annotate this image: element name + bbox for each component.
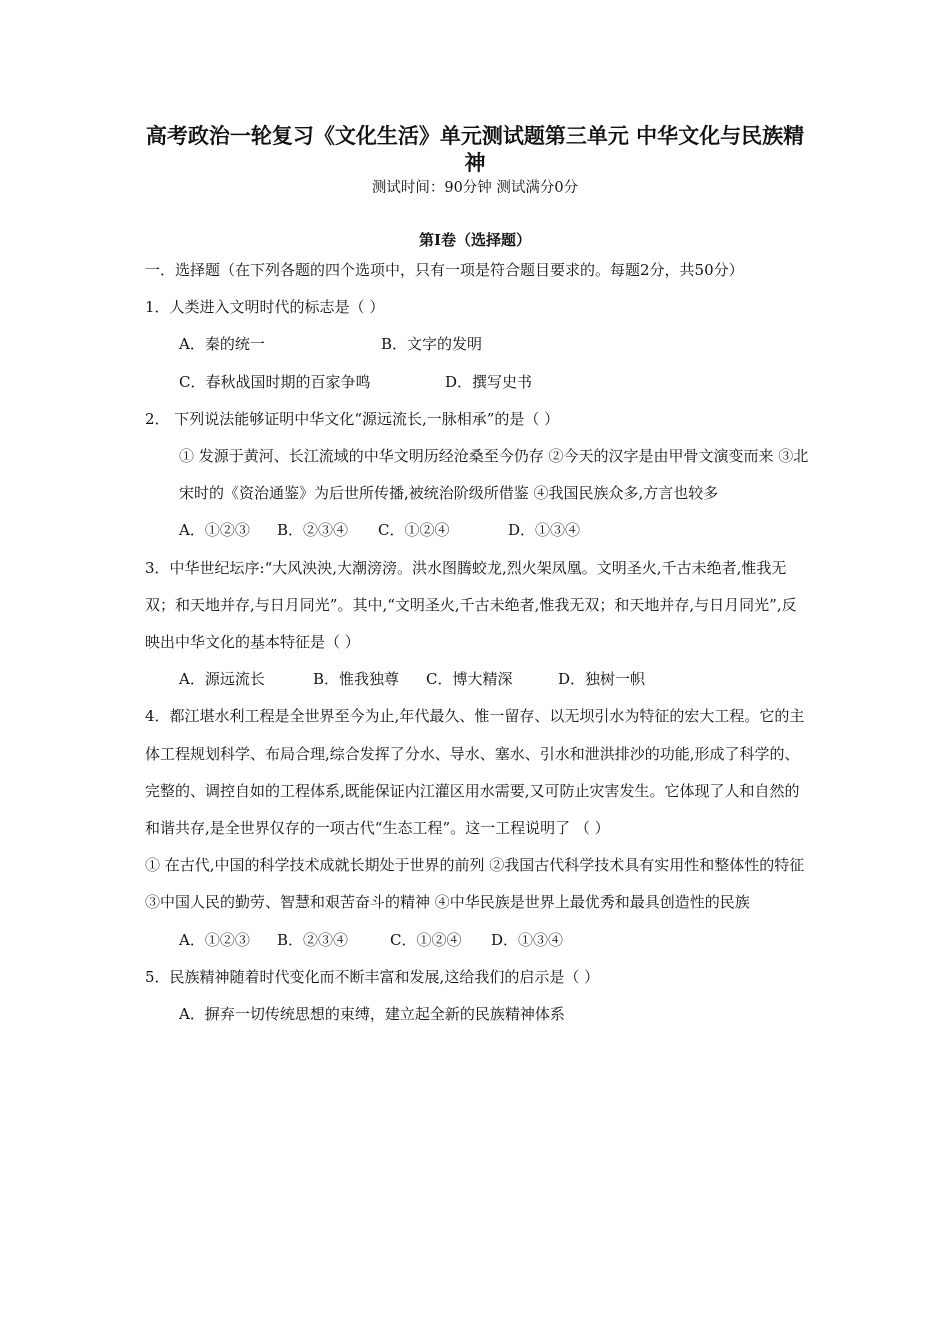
document-title: 高考政治一轮复习《文化生活》单元测试题第三单元 中华文化与民族精神 [145,123,805,175]
option-a: A．①②③ [179,930,250,949]
option-b: B．②③④ [277,521,349,540]
question-1-options-row-2 [145,364,811,401]
option-d: D．独树一帜 [558,670,646,689]
question-2-statements: ① 发源于黄河、长江流域的中华文明历经沧桑至今仍存 ②今天的汉字是由甲骨文演变而来 ③北宋时的《资治通鉴》为后世所传播,被统治阶级所借鉴 ④我国民族众多,方言也较多 [179,447,809,503]
option-b: B．文字的发明 [381,335,483,354]
option-d: D．撰写史书 [445,372,533,391]
option-a: A．①②③ [179,521,250,540]
option-d: D．①③④ [508,521,581,540]
question-4-options [145,922,811,959]
option-a: A．秦的统一 [179,335,265,354]
instruction: 一．选择题（在下列各题的四个选项中，只有一项是符合题目要求的。每题2分，共50分） [145,261,744,279]
question-1-options-row-1 [145,326,811,363]
option-c: C．博大精深 [426,670,513,689]
question-list [145,252,811,1033]
option-d: D．①③④ [491,930,564,949]
option-c: C．①②④ [378,521,450,540]
option-a: A．源远流长 [179,670,265,689]
section-title: 第Ⅰ卷（选择题） [418,231,532,249]
option-b: B．②③④ [277,930,349,949]
option-b: B．惟我独尊 [313,670,400,689]
question-2-stem: 2． 下列说法能够证明中华文化“源远流长,一脉相承”的是（ ） [145,409,560,428]
test-meta: 测试时间：90分钟 测试满分0分 [371,180,579,196]
question-3-options [145,661,811,698]
option-a: A．摒弃一切传统思想的束缚，建立起全新的民族精神体系 [179,1005,565,1024]
option-c: C．春秋战国时期的百家争鸣 [179,372,371,391]
question-1-stem: 1．人类进入文明时代的标志是（ ） [145,298,385,317]
question-4-statements: ① 在古代,中国的科学技术成就长期处于世界的前列 ②我国古代科学技术具有实用性和整体性的特征 ③中国人民的勤劳、智慧和艰苦奋斗的精神 ④中华民族是世界上最优秀和最具创造性的民族 [145,856,805,912]
question-4-stem: 4．都江堪水利工程是全世界至今为止,年代最久、惟一留存、以无坝引水为特征的宏大工程。它的主体工程规划科学、布局合理,综合发挥了分水、导水、塞水、引水和泄洪排沙的功能,形成了科学的、完整的、调控自如的工程体系,既能保证内江灌区用水需要,又可防止灾害发生。它体现了人和自然的和谐共存,是全世界仅存的一项古代“生态工程”。这一工程说明了 （ ） [145,707,805,838]
option-c: C．①②④ [390,930,462,949]
question-2-options [145,512,811,549]
question-3-stem: 3．中华世纪坛序:“大风泱泱,大潮滂滂。洪水图腾蛟龙,烈火架凤凰。文明圣火,千古未绝者,惟我无双；和天地并存,与日月同光”。其中,“文明圣火,千古未绝者,惟我无双；和天地并存,与日月同光”,反映出中华文化的基本特征是（ ） [145,558,797,652]
question-5-stem: 5．民族精神随着时代变化而不断丰富和发展,这给我们的启示是（ ） [145,967,600,986]
